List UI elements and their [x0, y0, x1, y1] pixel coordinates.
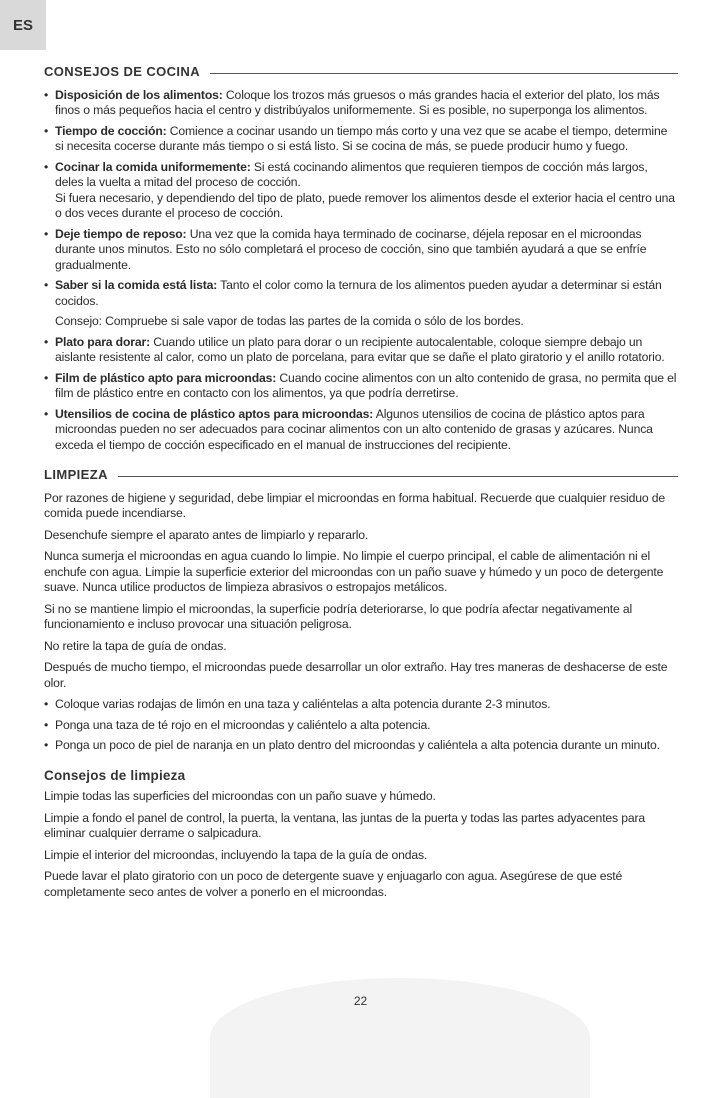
cooking-note: Consejo: Compruebe si sale vapor de todas las partes de la comida o sólo de los bordes. — [55, 314, 524, 328]
cooking-tips-list — [44, 88, 678, 310]
cooking-tips-list-2 — [44, 335, 678, 454]
language-tab: ES — [0, 0, 46, 50]
list-item — [44, 335, 678, 366]
item-label: Tiempo de cocción: — [55, 123, 167, 138]
paragraph: Limpie a fondo el panel de control, la puerta, la ventana, las juntas de la puerta y todas las partes adyacentes para eliminar cualquier derrame o salpicadura. — [44, 810, 646, 840]
item-text: Cuando utilice un plato para dorar o un recipiente autocalentable, coloque siempre debajo un aislante resistente al calor, como un plato de porcelana, para evitar que se dañe el plato giratorio y el anillo rotatorio. — [55, 334, 665, 364]
list-item: • Ponga una taza de té rojo en el microondas y caliéntelo a alta potencia. — [44, 718, 678, 734]
paragraph: No retire la tapa de guía de ondas. — [44, 638, 227, 653]
paragraph: Puede lavar el plato giratorio con un poco de detergente suave y enjuagarlo con agua. Asegúrese de que esté completamente seco antes de volver a ponerlo en el microondas. — [44, 869, 623, 899]
paragraph: Si no se mantiene limpio el microondas, la superficie podría deteriorarse, lo que podría afectar negativamente al funcionamiento e incluso provocar una situación peligrosa. — [44, 601, 633, 631]
item-label: Utensilios de cocina de plástico aptos para microondas: — [55, 406, 374, 421]
paragraph: Limpie todas las superficies del microondas con un paño suave y húmedo. — [44, 789, 436, 803]
section-heading-cooking — [44, 64, 678, 80]
list-item — [44, 227, 678, 274]
item-label: Disposición de los alimentos: — [55, 87, 223, 102]
list-item — [44, 160, 678, 222]
list-item — [44, 371, 678, 402]
item-label: Deje tiempo de reposo: — [55, 226, 187, 241]
list-item — [44, 407, 678, 454]
item-text: Cuando cocine alimentos con un alto contenido de grasa, no permita que el film de plástico entre en contacto con los alimentos, ya que podría derretirse. — [55, 370, 677, 400]
list-item — [44, 278, 678, 309]
list-item — [44, 124, 678, 155]
item-text: Si está cocinando alimentos que requieren tiempos de cocción más largos, deles la vuelta a mitad del proceso de cocción. — [55, 159, 648, 189]
heading-rule — [118, 476, 678, 477]
paragraph: Desenchufe siempre el aparato antes de limpiarlo y repararlo. — [44, 527, 369, 542]
item-label: Cocinar la comida uniformemente: — [55, 159, 251, 174]
item-extra-text: Si fuera necesario, y dependiendo del tipo de plato, puede remover los alimentos desde el exterior hacia el centro una o dos veces durante el proceso de cocción. — [55, 190, 675, 220]
item-text: Tanto el color como la ternura de los alimentos pueden ayudar a determinar si están cocidos. — [55, 278, 662, 308]
item-label: Film de plástico apto para microondas: — [55, 370, 277, 385]
subsection-heading-cleaning-tips: Consejos de limpieza — [44, 767, 186, 783]
paragraph: Nunca sumerja el microondas en agua cuando lo limpie. No limpie el cuerpo principal, el cable de alimentación ni el enchufe con agua. Limpie la superficie exterior del microondas con un paño suave y húmedo y un poco de detergente suave. Nunca utilice productos de limpieza abrasivos o estropajos metálicos. — [44, 549, 664, 594]
item-text: Una vez que la comida haya terminado de cocinarse, déjela reposar en el microondas durante unos minutos. Esto no sólo completará el proceso de cocción, sino que también ayudará a que se enfríe gradualmente. — [55, 226, 647, 272]
odor-removal-list — [44, 697, 678, 754]
item-label: Saber si la comida está lista: — [55, 278, 218, 292]
paragraph: Por razones de higiene y seguridad, debe limpiar el microondas en forma habitual. Recuerde que cualquier residuo de comida puede incendiarse. — [44, 490, 665, 520]
heading-text: CONSEJOS DE COCINA — [44, 64, 201, 79]
list-item: • Coloque varias rodajas de limón en una taza y caliéntelas a alta potencia durante 2-3 minutos. — [44, 697, 678, 713]
list-item — [44, 88, 678, 119]
page-number: 22 — [353, 994, 368, 1008]
paragraph: Limpie el interior del microondas, incluyendo la tapa de la guía de ondas. — [44, 847, 428, 862]
item-text: Comience a cocinar usando un tiempo más corto y una vez que se acabe el tiempo, determine si necesita cocerse durante más tiempo o si está listo. Si se cocina de más, se puede producir humo y fuego. — [55, 123, 668, 153]
heading-rule — [210, 73, 678, 74]
page-content — [44, 64, 678, 906]
heading-text: LIMPIEZA — [44, 467, 108, 482]
item-label: Plato para dorar: — [55, 334, 150, 349]
list-item: • Ponga un poco de piel de naranja en un plato dentro del microondas y caliéntela a alta potencia durante un minuto. — [44, 738, 678, 754]
item-text: Coloque los trozos más gruesos o más grandes hacia el exterior del plato, los más finos o más pequeños hacia el centro y distribúyalos uniformemente. Si es posible, no superponga los alimentos. — [55, 87, 660, 117]
section-heading-cleaning — [44, 467, 678, 483]
paragraph: Después de mucho tiempo, el microondas puede desarrollar un olor extraño. Hay tres maneras de deshacerse de este olor. — [44, 660, 668, 690]
item-text: Algunos utensilios de cocina de plástico aptos para microondas pueden no ser adecuados para cocinar alimentos con un alto contenido de grasas y azúcares. Nunca exceda el tiempo de cocción especificado en el manual de instrucciones del recipiente. — [55, 406, 653, 452]
